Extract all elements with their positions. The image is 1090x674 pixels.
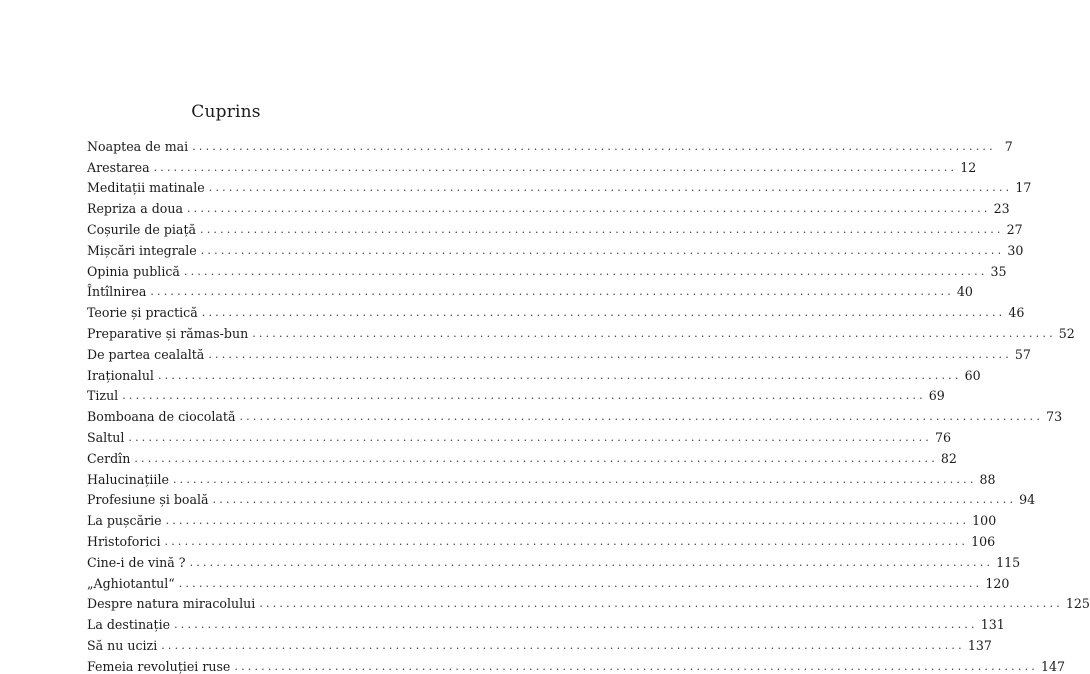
toc-entry-page-number: 137 bbox=[967, 637, 992, 653]
toc-entry bbox=[87, 611, 1005, 633]
toc-entry bbox=[87, 320, 1075, 341]
toc-entry-title: Preparative și rămas-bun bbox=[87, 325, 249, 341]
dot-leader: ........................................................................................................................ bbox=[178, 576, 983, 590]
toc-entry-title: La pușcărie bbox=[87, 513, 162, 529]
dot-leader: ........................................................................................................................ bbox=[200, 222, 1004, 236]
toc-entry-title: Noaptea de mai bbox=[87, 138, 189, 154]
toc-entry-title: Iraționalul bbox=[87, 367, 154, 383]
toc-entry bbox=[87, 154, 977, 175]
toc-entry-page-number: 27 bbox=[1006, 221, 1023, 237]
toc-entry-page-number: 131 bbox=[980, 617, 1005, 633]
toc-entry-title: De partea cealaltă bbox=[87, 346, 205, 362]
dot-leader: ........................................................................................................................ bbox=[212, 493, 1017, 507]
toc-entry-page-number: 57 bbox=[1014, 346, 1031, 362]
dot-leader: ........................................................................................................................ bbox=[165, 514, 970, 528]
toc-entry-page-number: 147 bbox=[1040, 658, 1066, 674]
toc-entry bbox=[87, 403, 1063, 425]
toc-entry bbox=[87, 258, 1007, 279]
toc-entry bbox=[87, 195, 1010, 217]
toc-entry-title: Despre natura miracolului bbox=[87, 596, 256, 612]
toc-entry-page-number: 60 bbox=[964, 367, 981, 383]
dot-leader: ........................................................................................................................ bbox=[122, 389, 926, 403]
toc-entry-page-number: 106 bbox=[971, 533, 996, 549]
toc-entry bbox=[87, 445, 957, 466]
dot-leader: ........................................................................................................................ bbox=[150, 285, 954, 299]
toc-entry-title: Hristoforici bbox=[87, 533, 161, 549]
toc-entry-page-number: 40 bbox=[956, 284, 973, 300]
toc-entry-title: Femeia revoluției ruse bbox=[87, 658, 231, 674]
toc-entry bbox=[87, 487, 1036, 508]
toc-entry bbox=[87, 549, 1021, 570]
toc-entry-title: Întîlnirea bbox=[87, 284, 147, 300]
toc-entry-title: Saltul bbox=[87, 429, 125, 445]
toc-entry-page-number: 52 bbox=[1058, 325, 1075, 341]
toc-entry bbox=[87, 216, 1023, 237]
toc-entry-title: Cerdîn bbox=[87, 450, 131, 466]
toc-entry-page-number: 7 bbox=[1004, 138, 1013, 154]
toc-entry bbox=[87, 279, 973, 300]
dot-leader: ........................................................................................................................ bbox=[208, 181, 1013, 195]
toc-entry-page-number: 82 bbox=[940, 450, 957, 466]
toc-entry bbox=[87, 341, 1031, 362]
toc-entry-title: Profesiune și boală bbox=[87, 492, 209, 508]
toc-entry bbox=[87, 237, 1024, 258]
toc-entry bbox=[87, 528, 996, 549]
toc-entry-page-number: 120 bbox=[985, 575, 1010, 591]
toc-entry-page-number: 12 bbox=[960, 159, 977, 175]
dot-leader: ........................................................................................................................ bbox=[172, 472, 977, 486]
toc-entry-title: Arestarea bbox=[87, 159, 150, 175]
dot-leader: ........................................................................................................................ bbox=[186, 202, 991, 216]
toc-entry bbox=[87, 507, 997, 529]
toc-entry-title: Mișcări integrale bbox=[87, 242, 197, 258]
dot-leader: ........................................................................................................................ bbox=[239, 410, 1044, 424]
dot-leader: ........................................................................................................................ bbox=[252, 326, 1056, 340]
toc-entry bbox=[87, 175, 1032, 196]
toc-entry-page-number: 88 bbox=[979, 471, 996, 487]
toc-entry-title: Bomboana de ciocolată bbox=[87, 409, 236, 425]
dot-leader: ........................................................................................................................ bbox=[157, 368, 962, 382]
dot-leader: ........................................................................................................................ bbox=[192, 139, 996, 153]
table-of-contents bbox=[87, 133, 1090, 674]
toc-entry-page-number: 17 bbox=[1015, 180, 1032, 196]
dot-leader: ........................................................................................................................ bbox=[134, 451, 938, 465]
toc-entry-page-number: 100 bbox=[972, 513, 997, 529]
toc-entry bbox=[87, 424, 951, 445]
toc-entry-title: Meditații matinale bbox=[87, 180, 205, 196]
dot-leader: ........................................................................................................................ bbox=[164, 534, 969, 548]
dot-leader: ........................................................................................................................ bbox=[189, 555, 994, 569]
toc-entry-page-number: 73 bbox=[1046, 409, 1063, 425]
dot-leader: ........................................................................................................................ bbox=[259, 597, 1063, 611]
dot-leader: ........................................................................................................................ bbox=[128, 430, 932, 444]
page-title: Cuprins bbox=[191, 102, 261, 122]
toc-entry bbox=[87, 383, 945, 404]
toc-entry bbox=[87, 591, 1090, 612]
toc-entry-page-number: 125 bbox=[1065, 596, 1090, 612]
toc-entry-title: Teorie și practică bbox=[87, 305, 198, 321]
toc-entry-title: Coșurile de piață bbox=[87, 221, 197, 237]
toc-entry-title: „Aghiotantul“ bbox=[87, 575, 175, 591]
toc-entry bbox=[87, 362, 981, 383]
toc-entry-title: Opinia publică bbox=[87, 263, 180, 279]
dot-leader: ........................................................................................................................ bbox=[161, 638, 965, 652]
toc-entry bbox=[87, 133, 1013, 154]
toc-entry bbox=[87, 466, 996, 487]
toc-entry-page-number: 94 bbox=[1019, 492, 1036, 508]
toc-entry bbox=[87, 653, 1066, 674]
dot-leader: ........................................................................................................................ bbox=[234, 659, 1038, 673]
toc-entry bbox=[87, 570, 1010, 591]
dot-leader: ........................................................................................................................ bbox=[174, 618, 978, 632]
dot-leader: ........................................................................................................................ bbox=[153, 160, 958, 174]
toc-entry-page-number: 23 bbox=[993, 201, 1010, 217]
dot-leader: ........................................................................................................................ bbox=[201, 306, 1006, 320]
toc-entry-title: La destinație bbox=[87, 617, 171, 633]
dot-leader: ........................................................................................................................ bbox=[200, 243, 1005, 257]
toc-entry-title: Tizul bbox=[87, 388, 119, 404]
toc-entry-title: Cine-i de vină ? bbox=[87, 554, 186, 570]
toc-entry-page-number: 30 bbox=[1007, 242, 1024, 258]
toc-entry-title: Halucinațiile bbox=[87, 471, 169, 487]
toc-entry-title: Să nu ucizi bbox=[87, 637, 158, 653]
toc-entry bbox=[87, 632, 992, 653]
dot-leader: ........................................................................................................................ bbox=[208, 347, 1012, 361]
toc-entry-page-number: 35 bbox=[990, 263, 1007, 279]
toc-entry-page-number: 115 bbox=[996, 554, 1021, 570]
toc-entry bbox=[87, 299, 1025, 321]
dot-leader: ........................................................................................................................ bbox=[183, 264, 988, 278]
toc-entry-page-number: 46 bbox=[1008, 305, 1025, 321]
toc-entry-page-number: 76 bbox=[934, 429, 951, 445]
toc-entry-page-number: 69 bbox=[928, 388, 945, 404]
toc-entry-title: Repriza a doua bbox=[87, 201, 183, 217]
